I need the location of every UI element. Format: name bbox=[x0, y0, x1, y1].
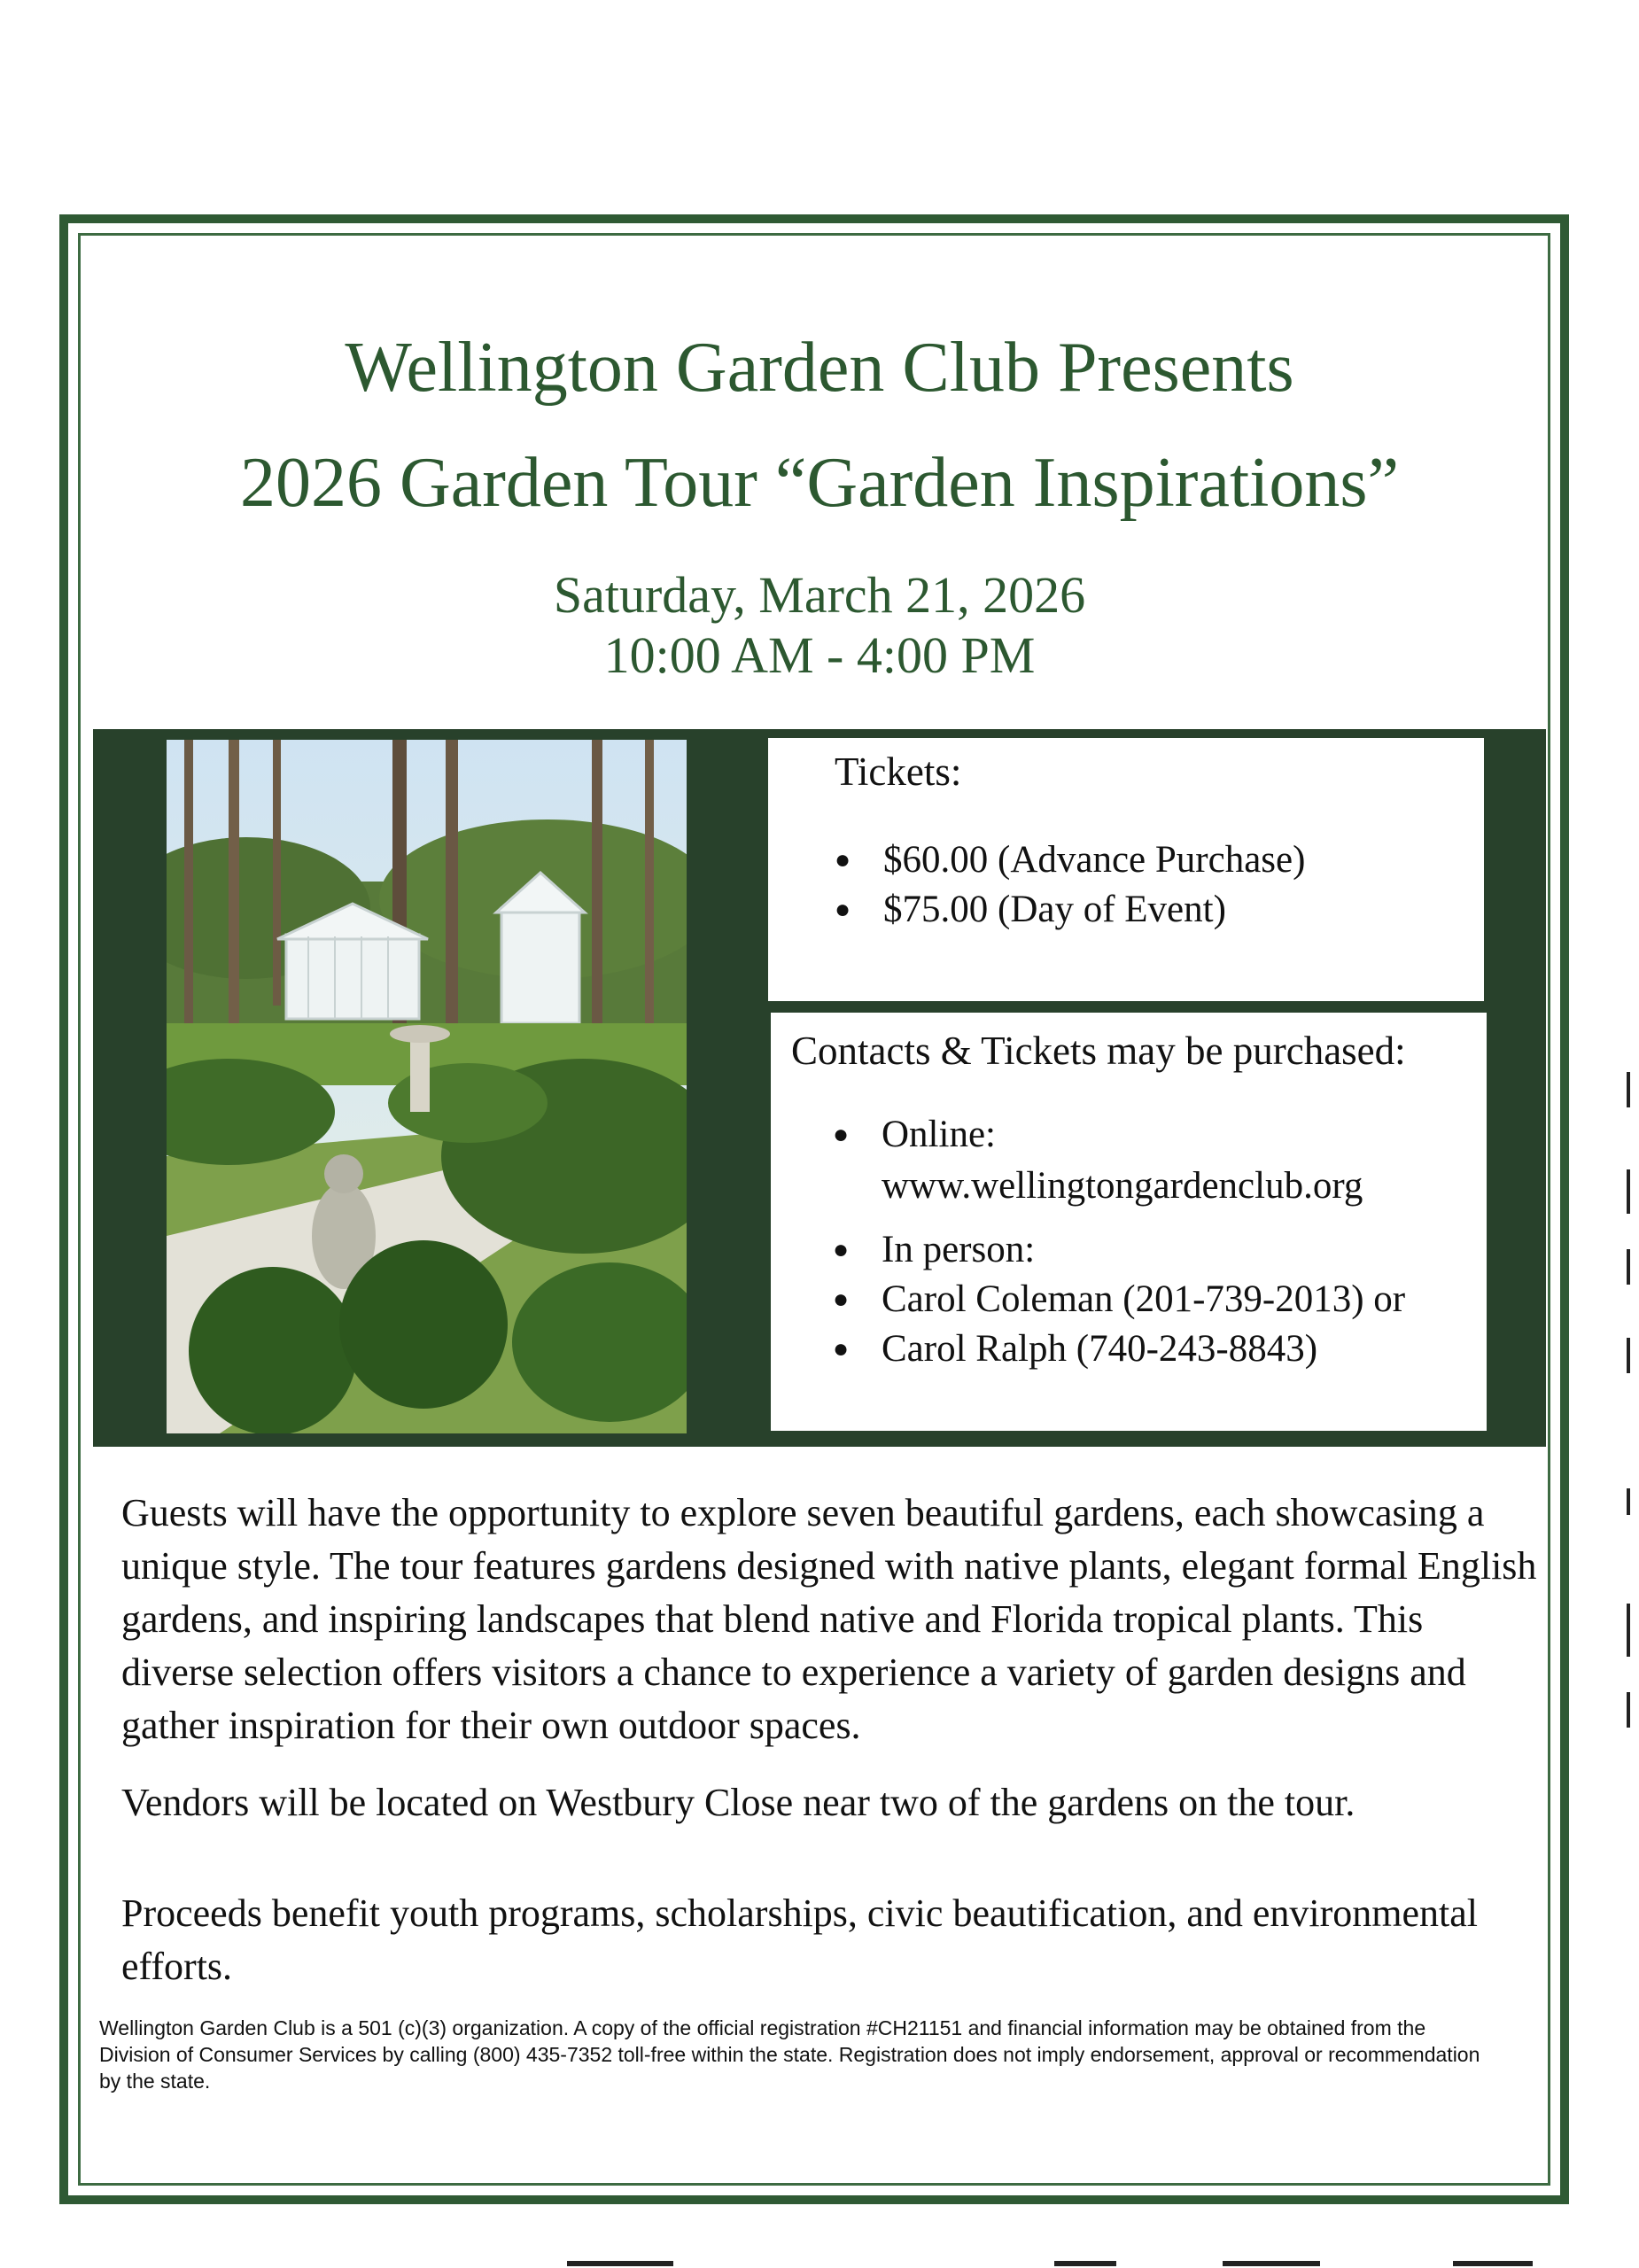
scan-edge-marks bbox=[1627, 1072, 1632, 1958]
event-date: Saturday, March 21, 2026 bbox=[553, 566, 1086, 624]
tour-description: Guests will have the opportunity to explore seven beautiful gardens, each showcasing a unique style. The tour features gardens designed with native plants, elegant formal English gardens, and inspiring landscapes that blend native and Florida tropical plants. This diverse selection offers visitors a chance to experience a variety of garden designs and gather inspiration for their own outdoor spaces. bbox=[121, 1491, 1537, 1747]
ticket-price-day-of: ● $75.00 (Day of Event) bbox=[835, 885, 1305, 935]
club-website-link[interactable]: www.wellingtongardenclub.org bbox=[882, 1165, 1363, 1207]
contacts-box bbox=[771, 1013, 1487, 1431]
bullet-icon: ● bbox=[835, 895, 851, 924]
proceeds-note: Proceeds benefit youth programs, scholarships, civic beautification, and environmental efforts. bbox=[121, 1891, 1478, 1988]
legal-disclaimer: Wellington Garden Club is a 501 (c)(3) organization. A copy of the official registration #CH21151 and financial information may be obtained from the Division of Consumer Services by calling (800) 435-7352 toll-free within the state. Registration does not imply endorsement, approval or recommendation by the state. bbox=[99, 2016, 1480, 2093]
bullet-icon: ● bbox=[833, 1120, 850, 1149]
bullet-icon: ● bbox=[835, 845, 851, 874]
garden-illustration bbox=[167, 740, 687, 1433]
contact-people bbox=[833, 1225, 1405, 1374]
contacts-heading: Contacts & Tickets may be purchased: bbox=[791, 1029, 1406, 1073]
bullet-icon: ● bbox=[833, 1235, 850, 1264]
scan-bottom-marks bbox=[0, 2257, 1639, 2268]
contact-in-person: ● In person: bbox=[833, 1225, 1405, 1275]
contact-url-wrap bbox=[833, 1160, 1363, 1223]
flyer-title: Wellington Garden Club Presents bbox=[345, 329, 1294, 407]
flyer-subtitle: 2026 Garden Tour “Garden Inspirations” bbox=[239, 444, 1400, 522]
contact-person: ● Carol Ralph (740-243-8843) bbox=[833, 1324, 1405, 1374]
tickets-heading: Tickets: bbox=[835, 750, 962, 794]
contact-online: ● Online: bbox=[833, 1110, 996, 1160]
bullet-icon: ● bbox=[833, 1334, 850, 1363]
ticket-prices bbox=[835, 835, 1305, 935]
event-time: 10:00 AM - 4:00 PM bbox=[603, 626, 1036, 684]
contact-list bbox=[833, 1110, 996, 1160]
vendors-note: Vendors will be located on Westbury Close near two of the gardens on the tour. bbox=[121, 1781, 1355, 1824]
tickets-box bbox=[768, 738, 1484, 1001]
bullet-icon: ● bbox=[833, 1285, 850, 1314]
garden-photo bbox=[167, 740, 687, 1433]
ticket-price-advance: ● $60.00 (Advance Purchase) bbox=[835, 835, 1305, 885]
contact-person: ● Carol Coleman (201-739-2013) or bbox=[833, 1275, 1405, 1324]
